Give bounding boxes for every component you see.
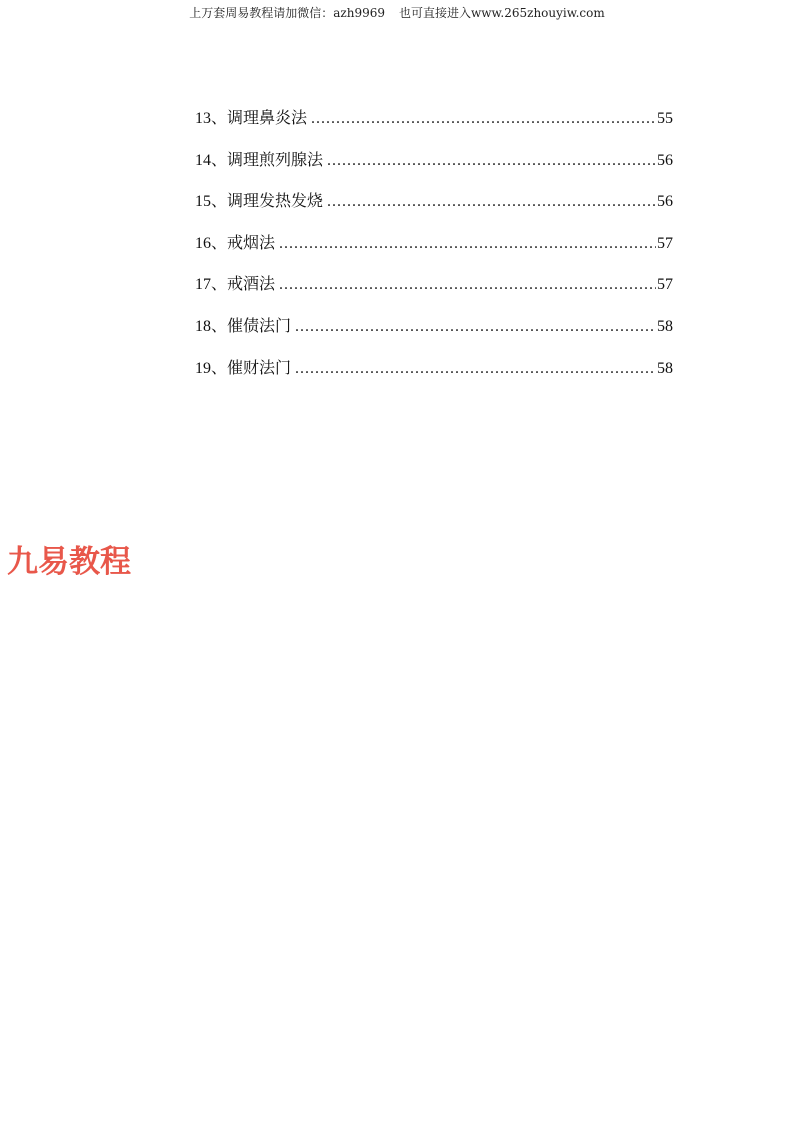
header-note-url: 也可直接进入www.265zhouyiw.com [399, 6, 605, 20]
toc-entry[interactable] [195, 313, 673, 355]
toc-dot-leader [311, 106, 656, 132]
toc-entry-title: 戒酒法 [227, 274, 276, 294]
toc-entry[interactable] [195, 105, 673, 147]
toc-entry-page: 55 [657, 110, 673, 127]
toc-entry[interactable] [195, 188, 673, 230]
toc-entry-title: 催债法门 [227, 315, 292, 335]
brand-watermark-stamp: 九易教程 [7, 544, 131, 580]
toc-dot-leader [327, 148, 656, 174]
toc-entry-title: 调理鼻炎法 [227, 108, 308, 127]
toc-entry-title: 调理煎列腺法 [227, 149, 324, 169]
toc-entry[interactable] [195, 230, 673, 272]
toc-entry-title: 戒烟法 [227, 232, 276, 252]
toc-entry[interactable] [195, 355, 673, 397]
toc-dot-leader [295, 314, 656, 340]
toc-entry-number: 15、 [195, 193, 228, 211]
toc-entry-page: 58 [657, 359, 673, 377]
toc-dot-leader [279, 272, 656, 298]
toc-entry-title: 催财法门 [227, 357, 292, 377]
header-note-text: 上万套周易教程请加微信：azh9969 [189, 6, 386, 20]
toc-dot-leader [279, 231, 656, 257]
toc-entry-page: 56 [657, 193, 673, 211]
toc-entry-page: 58 [657, 317, 673, 335]
toc-dot-leader [327, 189, 656, 215]
toc-entry-page: 57 [657, 234, 673, 252]
toc-entry-number: 19、 [195, 359, 228, 377]
toc-entry[interactable] [195, 147, 673, 189]
table-of-contents [195, 105, 673, 396]
toc-entry-page: 57 [657, 276, 673, 294]
toc-entry-number: 18、 [195, 317, 228, 335]
toc-entry-page: 56 [657, 151, 673, 169]
toc-entry-number: 17、 [195, 276, 228, 294]
toc-entry-title: 调理发热发烧 [227, 191, 324, 211]
toc-entry[interactable] [195, 271, 673, 313]
toc-entry-number: 14、 [195, 151, 228, 169]
header-watermark-note [0, 4, 794, 22]
toc-entry-number: 16、 [195, 234, 228, 252]
toc-entry-number: 13、 [195, 110, 228, 127]
toc-dot-leader [295, 356, 656, 382]
